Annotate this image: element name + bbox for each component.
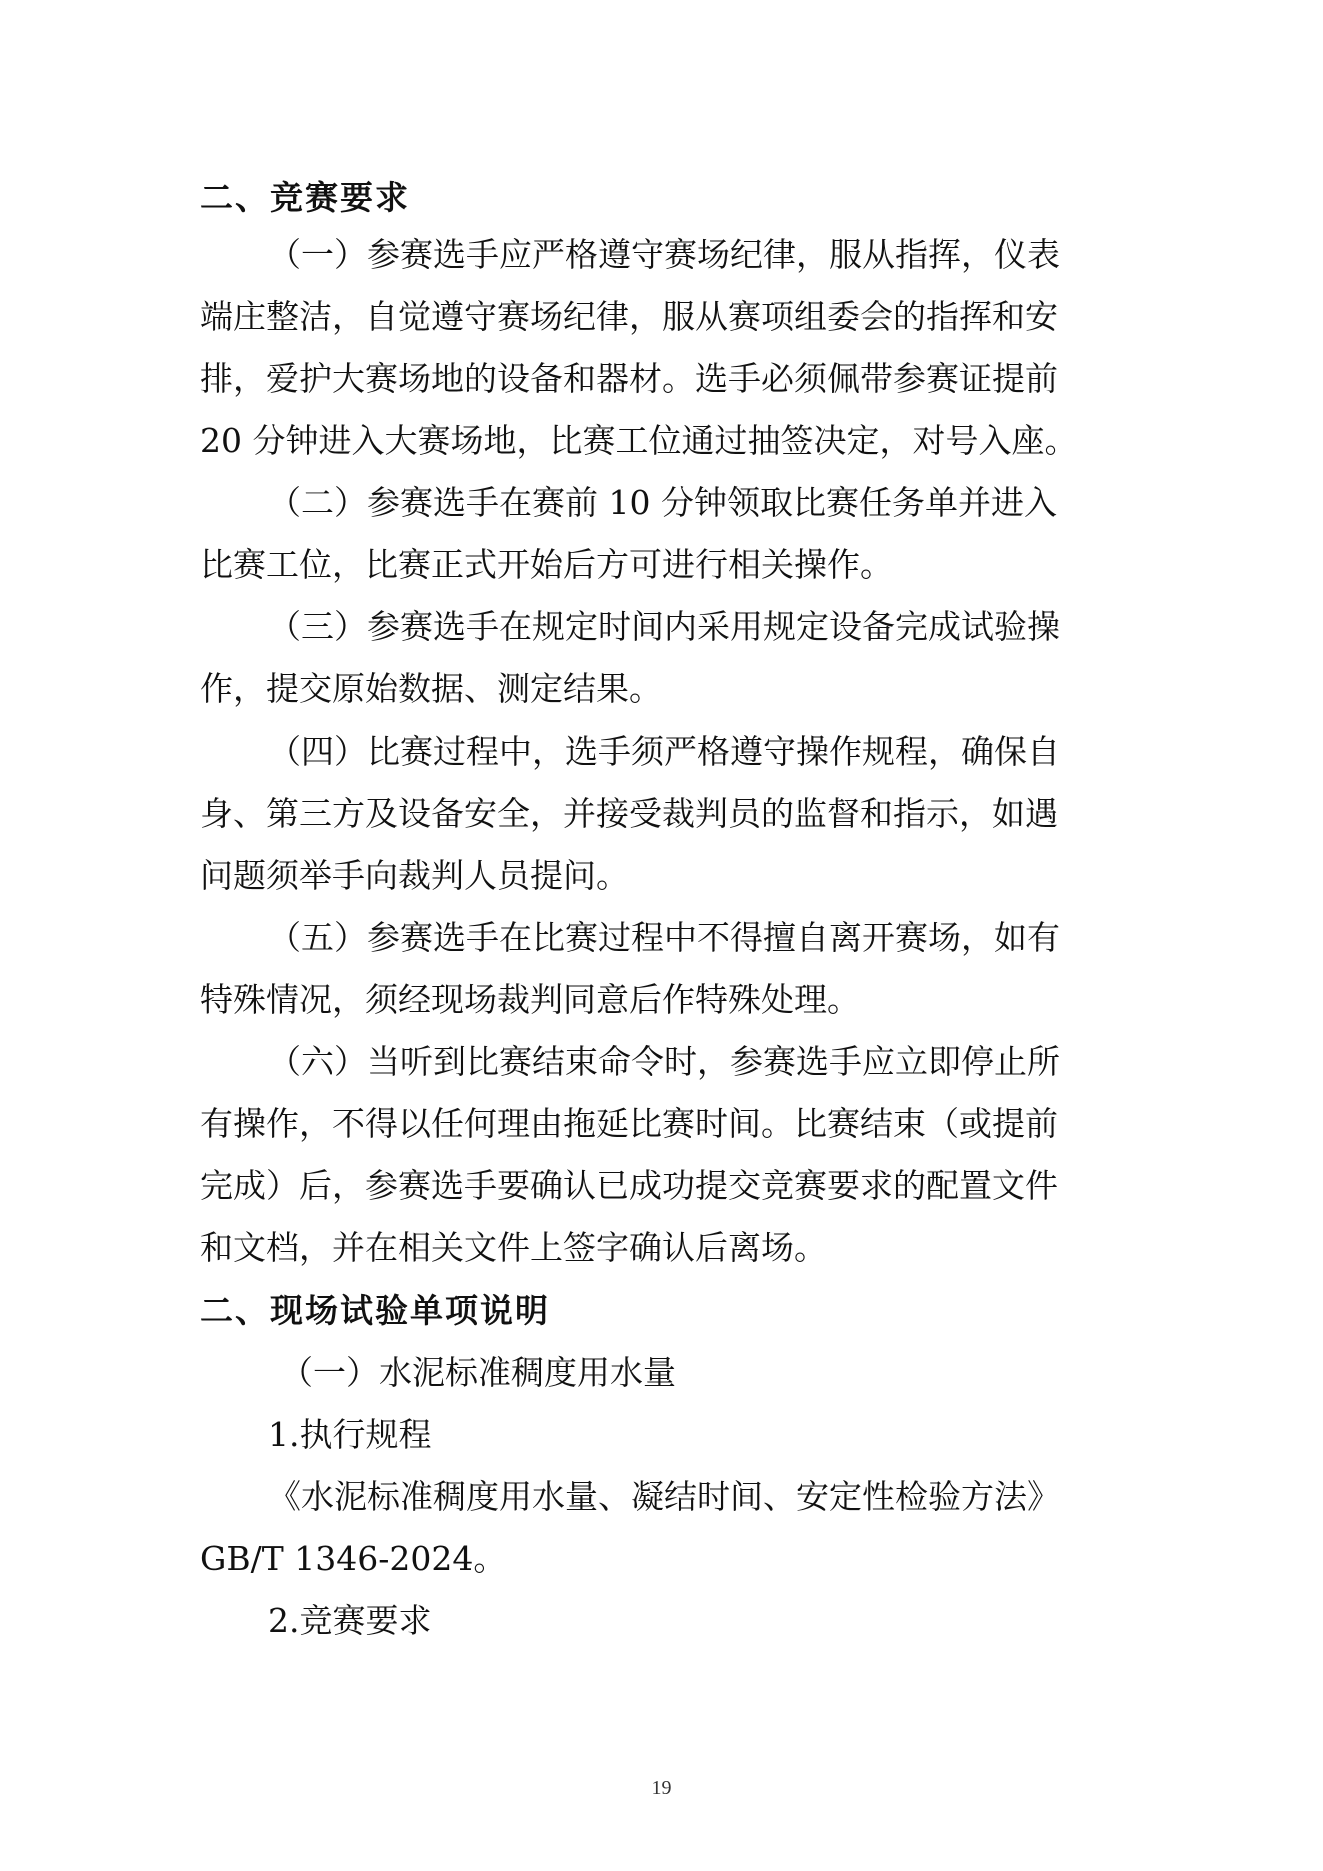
section-heading: 二、现场试验单项说明: [200, 1291, 550, 1330]
paragraph-line: 身、第三方及设备安全，并接受裁判员的监督和指示，如遇: [200, 794, 1058, 833]
paragraph-line: 端庄整洁，自觉遵守赛场纪律，服从赛项组委会的指挥和安: [200, 297, 1058, 336]
paragraph-line: 《水泥标准稠度用水量、凝结时间、安定性检验方法》: [268, 1477, 1060, 1516]
paragraph-line: 20 分钟进入大赛场地，比赛工位通过抽签决定，对号入座。: [200, 421, 1078, 460]
paragraph-line: （四）比赛过程中，选手须严格遵守操作规程，确保自: [268, 732, 1060, 771]
subsection-heading: （一）水泥标准稠度用水量: [280, 1353, 676, 1392]
paragraph-line: （五）参赛选手在比赛过程中不得擅自离开赛场，如有: [268, 918, 1060, 957]
paragraph-line: （二）参赛选手在赛前 10 分钟领取比赛任务单并进入: [268, 483, 1057, 522]
paragraph-line: GB/T 1346-2024。: [200, 1539, 507, 1578]
paragraph-line: 完成）后，参赛选手要确认已成功提交竞赛要求的配置文件: [200, 1166, 1058, 1205]
numbered-item: 2.竞赛要求: [268, 1601, 432, 1640]
numbered-item: 1.执行规程: [268, 1415, 432, 1454]
paragraph-line: （一）参赛选手应严格遵守赛场纪律，服从指挥，仪表: [268, 235, 1060, 274]
paragraph-line: 和文档，并在相关文件上签字确认后离场。: [200, 1228, 827, 1267]
paragraph-line: 比赛工位，比赛正式开始后方可进行相关操作。: [200, 545, 893, 584]
section-heading: 二、竞赛要求: [200, 178, 410, 217]
paragraph-line: 特殊情况，须经现场裁判同意后作特殊处理。: [200, 980, 860, 1019]
paragraph-line: 有操作，不得以任何理由拖延比赛时间。比赛结束（或提前: [200, 1104, 1058, 1143]
paragraph-line: （六）当听到比赛结束命令时，参赛选手应立即停止所: [268, 1042, 1060, 1081]
paragraph-line: 问题须举手向裁判人员提问。: [200, 856, 629, 895]
page-number: 19: [651, 1777, 672, 1799]
paragraph-line: 排，爱护大赛场地的设备和器材。选手必须佩带参赛证提前: [200, 359, 1058, 398]
paragraph-line: 作，提交原始数据、测定结果。: [200, 669, 662, 708]
paragraph-line: （三）参赛选手在规定时间内采用规定设备完成试验操: [268, 607, 1060, 646]
